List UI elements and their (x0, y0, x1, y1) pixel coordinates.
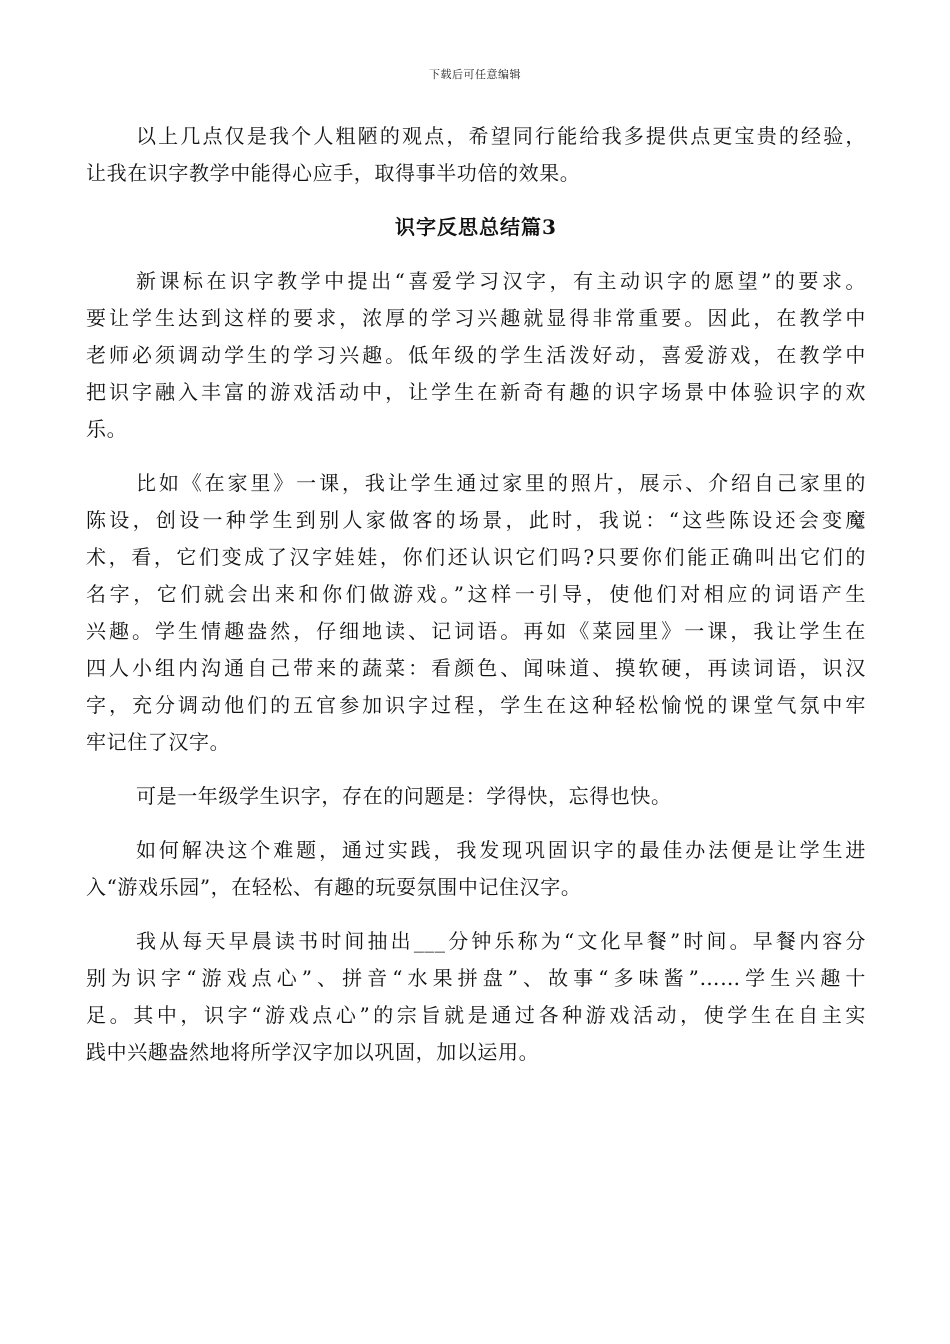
text-line: 我从每天早晨读书时间抽出___分钟乐称为“文化早餐”时间。早餐内容分 (136, 929, 866, 953)
text-line: 如何解决这个难题，通过实践，我发现巩固识字的最佳办法便是让学生进 (136, 838, 866, 862)
text-line: 让我在识字教学中能得心应手，取得事半功倍的效果。 (86, 161, 581, 185)
text-line: 陈设，创设一种学生到别人家做客的场景，此时，我说：“这些陈设还会变魔 (86, 508, 866, 532)
text-line: 可是一年级学生识字，存在的问题是：学得快，忘得也快。 (136, 784, 672, 808)
text-line: 把识字融入丰富的游戏活动中，让学生在新奇有趣的识字场景中体验识字的欢 (86, 380, 866, 404)
text-line: 足。其中，识字“游戏点心”的宗旨就是通过各种游戏活动，使学生在自主实 (86, 1003, 866, 1027)
paragraph (86, 263, 866, 448)
text-line: 要让学生达到这样的要求，浓厚的学习兴趣就显得非常重要。因此，在教学中 (86, 306, 866, 330)
text-line: 践中兴趣盎然地将所学汉字加以巩固，加以运用。 (86, 1040, 540, 1064)
page-header: 下载后可任意编辑 (429, 68, 521, 81)
text-line: 老师必须调动学生的学习兴趣。低年级的学生活泼好动，喜爱游戏，在教学中 (86, 343, 866, 367)
text-line: 字，充分调动他们的五官参加识字过程，学生在这种轻松愉悦的课堂气氛中牢 (86, 693, 866, 717)
text-line: 名字，它们就会出来和你们做游戏。”这样一引导，使他们对相应的词语产生 (86, 582, 866, 606)
text-line: 入“游戏乐园”，在轻松、有趣的玩耍氛围中记住汉字。 (86, 875, 582, 899)
text-line: 四人小组内沟通自己带来的蔬菜：看颜色、闻味道、摸软硬，再读词语，识汉 (86, 656, 866, 680)
document-body (86, 118, 866, 1088)
paragraph (86, 118, 866, 192)
section-heading: 识字反思总结篇3 (395, 215, 557, 239)
paragraph (86, 832, 866, 906)
text-line: 兴趣。学生情趣盎然，仔细地读、记词语。再如《菜园里》一课，我让学生在 (86, 619, 866, 643)
text-line: 以上几点仅是我个人粗陋的观点，希望同行能给我多提供点更宝贵的经验， (136, 124, 866, 148)
text-line: 牢记住了汉字。 (86, 730, 231, 754)
text-line: 乐。 (86, 417, 128, 441)
paragraph (86, 923, 866, 1071)
paragraph (86, 465, 866, 761)
paragraph (86, 778, 866, 815)
text-line: 新课标在识字教学中提出“喜爱学习汉字，有主动识字的愿望”的要求。 (136, 269, 866, 293)
text-line: 术，看，它们变成了汉字娃娃，你们还认识它们吗?只要你们能正确叫出它们的 (86, 545, 866, 569)
text-line: 比如《在家里》一课，我让学生通过家里的照片，展示、介绍自己家里的 (136, 471, 866, 495)
text-line: 别为识字“游戏点心”、拼音“水果拼盘”、故事“多味酱”……学生兴趣十 (86, 966, 866, 990)
